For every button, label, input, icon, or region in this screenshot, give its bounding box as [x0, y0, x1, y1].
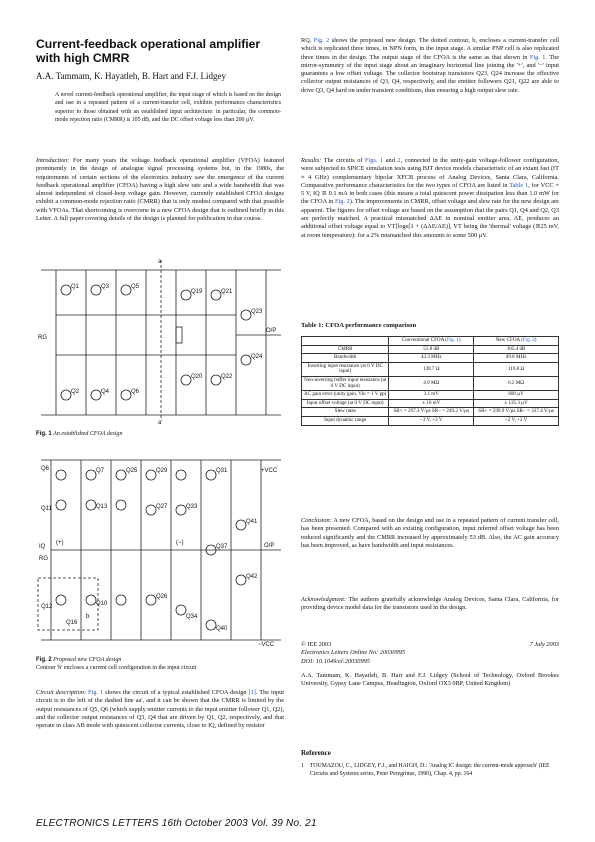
results-paragraph: Results: The circuits of Figs. 1 and 2, connected in the unity-gain voltage-follower configuration, were subjected to SPICE simulation tests using BJT device models characteristic of an extant fast (fT ≈ 4 GHz) complementary bipolar XFCB process of Analog Devices, Santa Clara, California. Comparative performance characteristics for the two types of CFOA are listed in Table 1, for VCC = 5 V, IQ ≅ 0.1 mA in both cases (this means a total quiescent power dissipation less than 1.0 mW for the CFOA in Fig. 2). The improvements in CMRR, offset voltage and slew rate for the new design are apparent. The figures for offset voltage are based on the assumption that the pairs Q1, Q4 and Q2, Q3 are perfectly matched. A practical mismatched ΔAE in nominal emitter area, AE, produces an additional offset voltage equal to VT[loge[1 + (ΔAE/AE)], VT being the 'thermal' voltage (≅25 mV, at room temperature): for a 2% mismatched this amounts to some 500 µV.: [301, 157, 560, 239]
svg-text:a: a: [158, 259, 162, 265]
figure-2-circuit: [36, 450, 286, 650]
svg-text:Q7: Q7: [96, 468, 105, 474]
svg-text:Q27: Q27: [156, 504, 168, 510]
svg-text:Q11: Q11: [41, 506, 52, 512]
table-col1-header: Conventional CFOA (Fig. 1): [389, 337, 474, 346]
svg-text:Q31: Q31: [216, 468, 228, 474]
svg-text:Q10: Q10: [96, 601, 108, 607]
reference-item: 1 TOUMAZOU, C., LIDGEY, F.J., and HAIGH, D.: 'Analog IC design: the current-mode approach' (IEE Circuits and Systems series, Peter Peregrinus, 1990), Chap. 4, pp. 164: [301, 763, 550, 777]
svg-text:Q24: Q24: [251, 354, 263, 360]
svg-text:−VCC: −VCC: [258, 642, 275, 648]
table-row: [302, 345, 559, 354]
received-date: 7 July 2003: [529, 641, 559, 648]
publication-info: © IEE 2003 7 July 2003 Electronics Letters Online No: 20030995 DOI: 10.1049/el:20030995 A.A. Tammam, K. Hayatleh, B. Hart and F.J. Lidgey (School of Technology, Oxford Brookes University, Gypsy Lane Campus, Headington, Oxford OX3 0BP, United Kingdom): [301, 641, 559, 688]
table-cell: SR+ = 297.3 V/µs SR− = 249.2 V/µs: [389, 408, 474, 417]
link-fig2-table[interactable]: Fig. 2: [522, 337, 535, 343]
svg-text:Q42: Q42: [246, 574, 258, 580]
table-row: [302, 416, 559, 425]
link-table1[interactable]: Table 1: [509, 181, 529, 189]
abstract: A novel current-feedback operational amplifier, the input stage of which is based on the design and use in a repeated pattern of a current-transfer cell, exhibits performance characteristics superior to those obtained with an established input architecture: in particular, the common-mode rejection ratio (CMRR) is 105 dB, and the DC offset voltage less than 200 µV.: [55, 92, 281, 123]
link-ref1[interactable]: [1]: [248, 689, 256, 696]
table-row: [302, 399, 559, 408]
table-row-label: Non-inverting buffer input resistance (at 0 V DC input): [302, 376, 389, 390]
table-row-label: Slew rates: [302, 408, 389, 417]
table-row-label: AC gain error (unity gain, Vin = 1 V pp): [302, 391, 389, 400]
table-cell: 43.3 MHz: [389, 354, 474, 363]
table-row: [302, 408, 559, 417]
table-cell: 128.7 Ω: [389, 362, 474, 376]
conclusion-paragraph: Conclusion: A new CFOA, based on the design and use in a repeated pattern of current transfer cell, has been presented. Compared with an existing configuration, input referred offset voltage has been reduced significantly and the CMRR increased by approximately 53 dB. Also, the AC gain accuracy has been improved, as have bandwidth and input resistances.: [301, 517, 560, 549]
svg-text:Q23: Q23: [251, 309, 263, 315]
svg-text:b: b: [86, 614, 90, 620]
svg-text:Q37: Q37: [216, 544, 228, 550]
figure-2-caption: Fig. 2 Proposed new CFOA design Contour 'b' encloses a current cell configuration in the input circuit: [36, 657, 284, 672]
acknowledgment-paragraph: Acknowledgment: The authors gratefully acknowledge Analog Devices, Santa Clara, California, for providing device model data for the transistors used in the design.: [301, 596, 559, 612]
svg-text:+VCC: +VCC: [261, 468, 278, 474]
copyright: © IEE 2003: [301, 641, 332, 648]
table-header-row: [302, 337, 559, 346]
intro-text: For many years the voltage feedback operational amplifier (VFOA) featured prominently in the design of analogue signal processing systems but, in the 1980s, the requirements of certain sections of the electronics industry saw the emergence of the current feedback operational amplifier (CFOA) having a high slew rate and a wide bandwidth that was almost independent of closed-loop voltage gain. However, currently established CFOA designs exhibit a common-mode rejection ratio (CMRR) that is only modest compared with that possible with VFOAs. That shortcoming is overcome in a new CFOA design that is outlined briefly in this Letter. A full paper covering details of the design is planned for publication in due course.: [36, 157, 284, 223]
svg-text:Q40: Q40: [216, 626, 228, 632]
right-top-paragraph: RQ. Fig. 2 shows the proposed new design. The dotted contour, b, encloses a current-transfer cell which is replicated three times, in NPN form, in the input stage. A similar PNP cell is also replicated three times in the design. The output stage of the CFOA is the same as that shown in Fig. 1. The mirror-symmetry of the input stage about an imaginary horizontal line joining the '+', and '−' input guarantees a low offset voltage. The collector bootstrap transistors Q23, Q24 increase the effective collector output resistances of Q3, Q4, respectively, and the emitter followers Q21, Q22 are able to drive Q3, Q4 hard on under transient conditions, thus ensuring a high output slew rate.: [301, 37, 560, 94]
svg-text:Q6: Q6: [131, 389, 140, 395]
link-fig2[interactable]: Fig. 2: [313, 37, 330, 44]
table-col2-header: New CFOA (Fig. 2): [474, 337, 559, 346]
table-cell: ± 10 mV: [389, 399, 474, 408]
fig1-q1-label: Q1: [71, 284, 80, 290]
svg-text:Q19: Q19: [191, 289, 203, 295]
table-row-label: CMRR: [302, 345, 389, 354]
figure-2-subcaption: Contour 'b' encloses a current cell configuration in the input circuit: [36, 664, 197, 671]
svg-text:Q29: Q29: [156, 468, 168, 474]
svg-text:Q13: Q13: [96, 504, 108, 510]
table-row-label: Input offset voltage (at 0 V DC input): [302, 399, 389, 408]
svg-text:(−): (−): [176, 540, 184, 546]
svg-text:Q3: Q3: [101, 284, 110, 290]
link-fig2-c[interactable]: Fig. 2: [334, 198, 350, 206]
intro-paragraph: [36, 157, 284, 223]
table-row: [302, 376, 559, 390]
svg-text:Q26: Q26: [156, 594, 168, 600]
svg-text:Q22: Q22: [221, 374, 233, 380]
link-fig1-table[interactable]: Fig. 1: [446, 337, 459, 343]
table-cell: 49.8 MHz: [474, 354, 559, 363]
svg-text:Q41: Q41: [246, 519, 258, 525]
table-cell: 51.8 dB: [389, 345, 474, 354]
performance-table: [301, 336, 559, 426]
circuit-description-paragraph: Circuit description: Fig. 1 shows the circuit of a typical established CFOA design [1]. The input circuit is to the left of the dashed line aa', and it can be shown that the CMRR is limited by the output resistances of Q5, Q6 (which supply emitter currents to the input emitter follower Q1, Q2), and the collector output resistances of Q3, Q4 that are driven by Q1, Q2, respectively, and that operate in class AB mode with quiescent collector currents, close to IQ, defined by resistor: [36, 689, 284, 730]
table-row: [302, 391, 559, 400]
article-title: Current-feedback operational amplifier with high CMRR: [36, 37, 261, 65]
table-cell: 600 µV: [474, 391, 559, 400]
link-fig1[interactable]: Fig. 1: [88, 689, 104, 696]
table-row: [302, 354, 559, 363]
svg-text:Q5: Q5: [131, 284, 140, 290]
svg-text:IQ: IQ: [39, 544, 46, 550]
table-cell: 119.8 Ω: [474, 362, 559, 376]
table-cell: 3.1 mV: [389, 391, 474, 400]
svg-text:Q2: Q2: [71, 389, 80, 395]
svg-text:Q4: Q4: [101, 389, 110, 395]
svg-text:RG: RG: [39, 556, 48, 562]
svg-text:O/P: O/P: [266, 328, 277, 334]
svg-text:(+): (+): [56, 540, 64, 546]
svg-text:a': a': [158, 420, 163, 425]
table-row-label: Bandwidth: [302, 354, 389, 363]
svg-text:Q16: Q16: [66, 620, 78, 626]
svg-text:RG: RG: [38, 335, 47, 341]
link-figs1[interactable]: Figs. 1: [365, 157, 384, 164]
references-heading: Reference: [301, 749, 331, 757]
link-fig2-b[interactable]: 2: [397, 157, 401, 164]
table-cell: 6.2 MΩ: [474, 376, 559, 390]
svg-text:Q33: Q33: [186, 504, 198, 510]
svg-text:Q21: Q21: [221, 289, 233, 295]
svg-text:Q6: Q6: [41, 466, 50, 472]
journal-footer: ELECTRONICS LETTERS 16th October 2003 Vol. 39 No. 21: [36, 818, 317, 829]
table-cell: 105.4 dB: [474, 345, 559, 354]
figure-1-caption: Fig. 1 An established CFOA design: [36, 431, 123, 437]
author-list: A.A. Tammam, K. Hayatleh, B. Hart and F.J. Lidgey: [36, 71, 226, 81]
svg-text:Q12: Q12: [41, 604, 53, 610]
table-cell: ± 135.3 µV: [474, 399, 559, 408]
table-row-label: Input dynamic range: [302, 416, 389, 425]
svg-text:Q20: Q20: [191, 374, 203, 380]
table-title: Table 1: CFOA performance comparison: [301, 322, 417, 329]
table-row-label: Inverting input resistance (at 0 V DC input): [302, 362, 389, 376]
figure-1-circuit: [36, 255, 286, 425]
svg-text:Q34: Q34: [186, 614, 198, 620]
svg-text:O/P: O/P: [264, 543, 275, 549]
table-row: [302, 362, 559, 376]
table-cell: 4.9 MΩ: [389, 376, 474, 390]
table-cell: −3 V, +3 V: [389, 416, 474, 425]
svg-text:Q25: Q25: [126, 468, 138, 474]
intro-lead: Introduction:: [36, 157, 70, 164]
link-fig1-b[interactable]: Fig. 1: [529, 53, 546, 61]
table-cell: SR+ = 599.9 V/µs SR− = 337.4 V/µs: [474, 408, 559, 417]
table-cell: −2 V, +2 V: [474, 416, 559, 425]
